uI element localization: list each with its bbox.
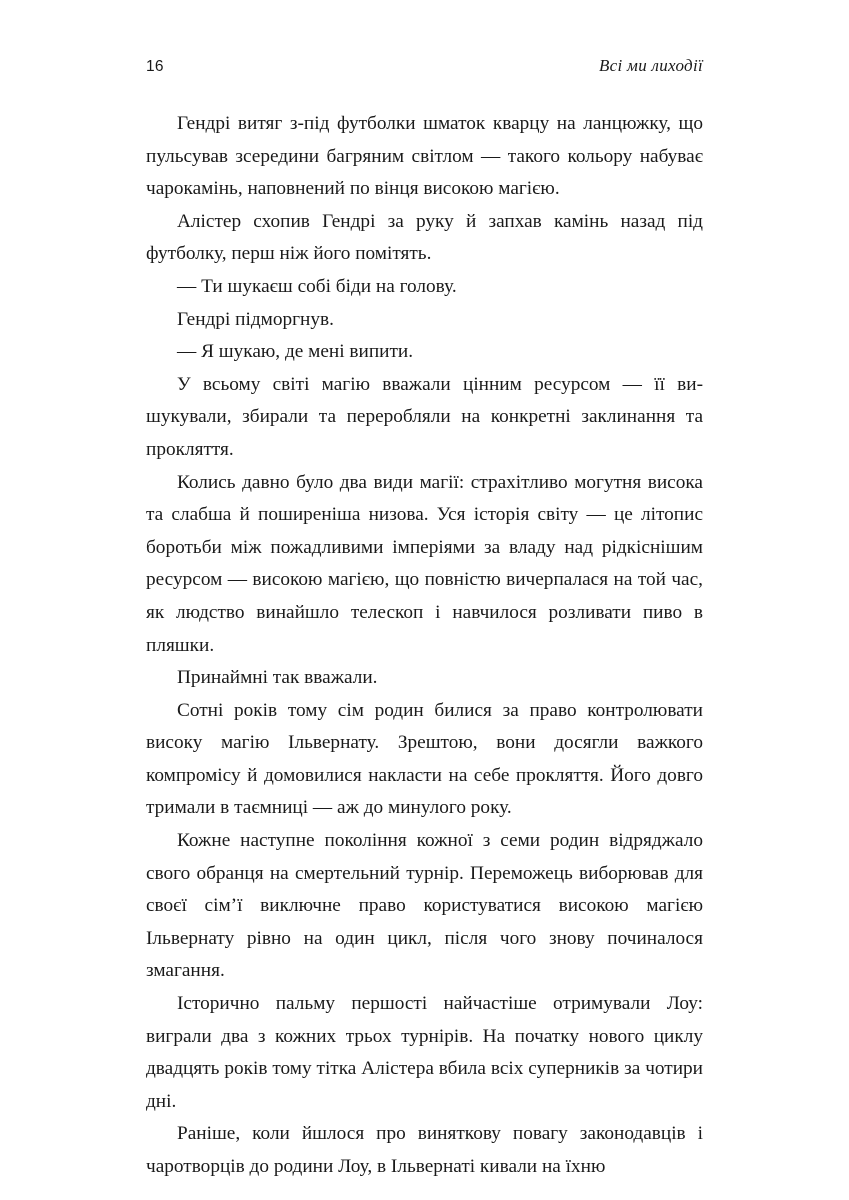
running-title: Всі ми лиходії [598,56,703,75]
paragraph: У всьому світі магію вважали цінним ресурсом — її вишукували, збирали та переробляли на конкретні заклинання та прокляття. [146,373,703,460]
paragraph-dialogue: — Я шукаю, де мені випити. [177,341,414,363]
paragraph: Гендрі підморгнув. [177,308,334,330]
paragraph: Гендрі витяг з-під футболки шматок кварцу на ланцюжку, що пульсував зсередини багряним світлом — такого кольору набуває чарокамінь, наповнений по вінця високою магією. [146,113,703,200]
paragraph: Історично пальму першості найчастіше отримували Лоу: виграли два з кожних трьох турнірів. На початку нового циклу двадцять років тому тітка Алістера вбила всіх суперників за чотири дні. [146,993,703,1112]
paragraph: Алістер схопив Гендрі за руку й запхав камінь назад під футболку, перш ніж його помітять. [146,210,703,265]
body-text [146,108,703,1184]
paragraph: Принаймні так вважали. [177,667,378,689]
paragraph-dialogue: — Ти шукаєш собі біди на голову. [177,275,457,297]
paragraph: Кожне наступне покоління кожної з семи родин відряджало свого обранця на смертельний турнір. Переможець виборював для своєї сім’ї виключне право користуватися високою магією Ільвернату рівно на один цикл, після чого знову починалося змагання. [146,830,703,982]
paragraph: Колись давно було два види магії: страхітливо могутня висока та слабша й поширеніша низова. Уся історія світу — це літопис боротьби між пожадливими імперіями за владу над рідкіснішим ресурсом — високою магією, що повністю вичерпалася на той час, як людство винайшло телескоп і навчилося розливати пиво в пляшки. [146,471,703,656]
paragraph: Сотні років тому сім родин билися за право контролювати високу магію Ільвернату. Зрештою, вони досягли важкого компромісу й домовилися накласти на себе прокляття. Його довго тримали в таємниці — аж до минулого року. [146,699,703,819]
paragraph: Раніше, коли йшлося про виняткову повагу законодавців і чаротворців до родини Лоу, в Ільвернаті кивали на їхню [146,1123,703,1177]
page-number: 16 [146,58,164,75]
running-head [146,56,703,78]
